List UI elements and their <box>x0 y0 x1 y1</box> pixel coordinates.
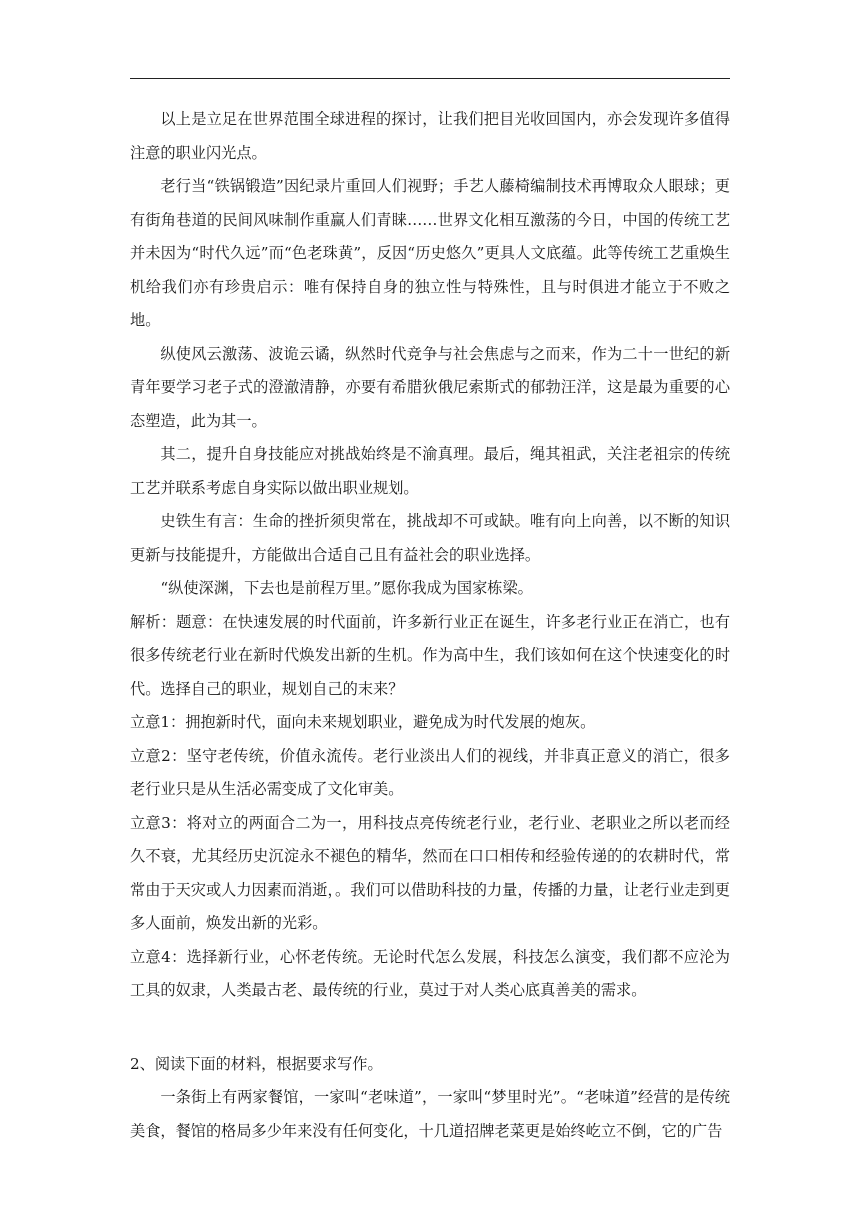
analysis-paragraph: 解析：题意：在快速发展的时代面前，许多新行业正在诞生，许多老行业正在消亡，也有很多传统老行业在新时代焕发出新的生机。作为高中生，我们该如何在这个快速变化的时代。选择自己的职业，规划自己的末来？ <box>130 612 730 698</box>
analysis-point: 立意3：将对立的两面合二为一，用科技点亮传统老行业，老行业、老职业之所以老而经久不衰，尤其经历史沉淀永不褪色的精华，然而在口口相传和经验传递的的农耕时代，常常由于天灾或人力因素而消逝，。我们可以借助科技的力量，传播的力量，让老行业走到更多人面前，焕发出新的光彩。 <box>130 813 730 932</box>
spacer <box>130 1008 730 1048</box>
essay-paragraph: 史铁生有言：生命的挫折须臾常在，挑战却不可或缺。唯有向上向善，以不断的知识更新与技能提升，方能做出合适自己且有益社会的职业选择。 <box>130 512 730 564</box>
essay-paragraph: 以上是立足在世界范围全球进程的探讨，让我们把目光收回国内，亦会发现许多值得注意的职业闪光点。 <box>130 110 730 162</box>
essay-paragraph: 老行当“铁锅锻造”因纪录片重回人们视野；手艺人藤椅编制技术再博取众人眼球；更有街角巷道的民间风味制作重赢人们青睐……世界文化相互激荡的今日，中国的传统工艺并未因为“时代久远”而“色老珠黄”，反因“历史悠久”更具人文底蕴。此等传统工艺重焕生机给我们亦有珍贵启示：唯有保持自身的独立性与特殊性，且与时俱进才能立于不败之地。 <box>130 177 730 329</box>
essay-paragraph: 其二，提升自身技能应对挑战始终是不渝真理。最后，绳其祖武，关注老祖宗的传统工艺并联系考虑自身实际以做出职业规划。 <box>130 445 730 497</box>
question-prompt: 2、阅读下面的材料，根据要求写作。 <box>130 1054 383 1073</box>
essay-paragraph: “纵使深渊，下去也是前程万里。”愿你我成为国家栋梁。 <box>160 579 533 597</box>
analysis-point: 立意4：选择新行业，心怀老传统。无论时代怎么发展，科技怎么演变，我们都不应沦为工具的奴隶，人类最古老、最传统的行业，莫过于对人类心底真善美的需求。 <box>130 947 730 999</box>
analysis-point: 立意2：坚守老传统，价值永流传。老行业淡出人们的视线，并非真正意义的消亡，很多老行业只是从生活必需变成了文化审美。 <box>130 746 730 798</box>
document-body <box>130 103 730 1148</box>
header-rule <box>130 78 730 79</box>
analysis-point: 立意1：拥抱新时代，面向未来规划职业，避免成为时代发展的炮灰。 <box>130 713 596 731</box>
question-material: 一条街上有两家餐馆，一家叫“老味道”，一家叫“梦里时光”。“老味道”经营的是传统美食，餐馆的格局多少年来没有任何变化，十几道招牌老菜更是始终屹立不倒，它的广告 <box>130 1088 730 1140</box>
essay-paragraph: 纵使风云激荡、波诡云谲，纵然时代竞争与社会焦虑与之而来，作为二十一世纪的新青年要学习老子式的澄澈清静，亦要有希腊狄俄尼索斯式的郁勃汪洋，这是最为重要的心态塑造，此为其一。 <box>130 344 730 430</box>
